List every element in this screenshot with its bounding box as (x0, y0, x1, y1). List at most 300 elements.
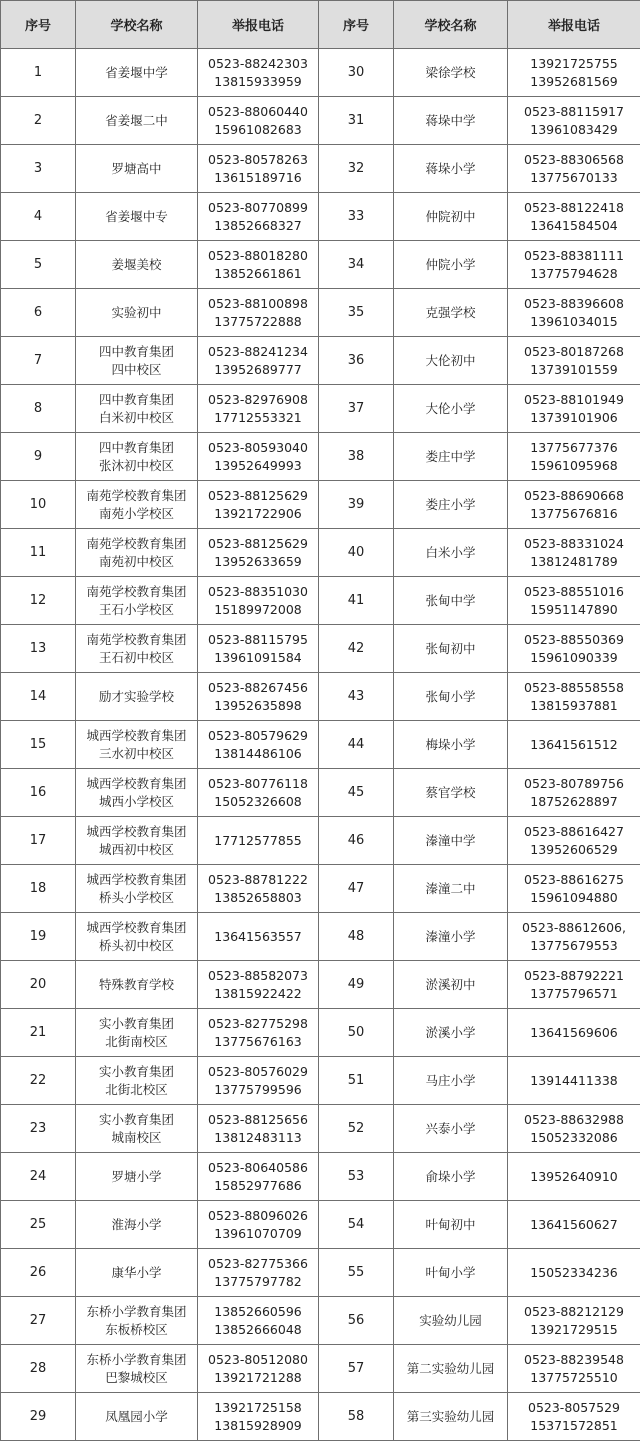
school-name-right (394, 529, 508, 577)
phone-number: 13852660596 (198, 1303, 318, 1321)
row-number-left: 6 (1, 289, 76, 337)
school-name-left (76, 49, 198, 97)
row-number-left: 27 (1, 1297, 76, 1345)
phone-number: 13641563557 (198, 928, 318, 946)
phone-number: 0523-88306568 (508, 151, 640, 169)
school-name-line: 省姜堰中学 (76, 64, 197, 82)
phone-number: 0523-80593040 (198, 439, 318, 457)
table-row (1, 1345, 640, 1393)
phone-number: 0523-88096026 (198, 1207, 318, 1225)
report-phone-left (198, 529, 319, 577)
phone-number: 0523-88632988 (508, 1111, 640, 1129)
phone-number: 13914411338 (508, 1072, 640, 1090)
school-name-left (76, 241, 198, 289)
phone-number: 13952689777 (198, 361, 318, 379)
school-name-line: 蒋垛中学 (394, 112, 507, 130)
row-number-right: 35 (319, 289, 394, 337)
school-name-right (394, 289, 508, 337)
phone-number: 0523-88551016 (508, 583, 640, 601)
school-name-left (76, 289, 198, 337)
school-name-line: 凤凰园小学 (76, 1408, 197, 1426)
school-name-left (76, 97, 198, 145)
table-row (1, 913, 640, 961)
school-name-line: 实小教育集团 (76, 1111, 197, 1129)
phone-number: 0523-88212129 (508, 1303, 640, 1321)
school-name-line: 仲院小学 (394, 256, 507, 274)
report-phone-left (198, 97, 319, 145)
table-row (1, 433, 640, 481)
phone-number: 13812483113 (198, 1129, 318, 1147)
school-name-right (394, 1201, 508, 1249)
school-name-right (394, 577, 508, 625)
phone-number: 15052332086 (508, 1129, 640, 1147)
report-phone-right (508, 1345, 640, 1393)
row-number-right: 52 (319, 1105, 394, 1153)
school-name-left (76, 1105, 198, 1153)
header-school-left: 学校名称 (76, 1, 198, 49)
phone-number: 0523-80576029 (198, 1063, 318, 1081)
school-name-line: 省姜堰中专 (76, 208, 197, 226)
report-phone-right (508, 433, 640, 481)
school-name-left (76, 1057, 198, 1105)
school-name-line: 蔡官学校 (394, 784, 507, 802)
school-name-right (394, 241, 508, 289)
report-phone-right (508, 1393, 640, 1441)
school-name-line: 张甸中学 (394, 592, 507, 610)
row-number-left: 14 (1, 673, 76, 721)
row-number-right: 37 (319, 385, 394, 433)
school-name-left (76, 721, 198, 769)
report-phone-right (508, 1057, 640, 1105)
report-phone-right (508, 673, 640, 721)
table-row (1, 1249, 640, 1297)
school-name-left (76, 385, 198, 433)
school-name-line: 姜堰美校 (76, 256, 197, 274)
school-name-left (76, 769, 198, 817)
school-name-line: 四中教育集团 (76, 343, 197, 361)
school-name-line: 兴泰小学 (394, 1120, 507, 1138)
phone-number: 13952681569 (508, 73, 640, 91)
school-name-right (394, 673, 508, 721)
phone-number: 0523-88351030 (198, 583, 318, 601)
row-number-left: 7 (1, 337, 76, 385)
report-phone-right (508, 961, 640, 1009)
report-phone-right (508, 337, 640, 385)
row-number-left: 15 (1, 721, 76, 769)
phone-number: 0523-88558558 (508, 679, 640, 697)
school-name-line: 东桥小学教育集团 (76, 1351, 197, 1369)
header-no-left: 序号 (1, 1, 76, 49)
school-name-line: 王石初中校区 (76, 649, 197, 667)
row-number-left: 9 (1, 433, 76, 481)
row-number-right: 54 (319, 1201, 394, 1249)
table-row (1, 721, 640, 769)
row-number-left: 25 (1, 1201, 76, 1249)
school-name-line: 梅垛小学 (394, 736, 507, 754)
school-name-left (76, 673, 198, 721)
school-name-right (394, 49, 508, 97)
phone-number: 15052326608 (198, 793, 318, 811)
phone-number: 15961094880 (508, 889, 640, 907)
phone-number: 13852658803 (198, 889, 318, 907)
school-name-line: 桥头初中校区 (76, 937, 197, 955)
phone-number: 13921725755 (508, 55, 640, 73)
phone-number: 13641584504 (508, 217, 640, 235)
header-phone-left: 举报电话 (198, 1, 319, 49)
phone-number: 13775797782 (198, 1273, 318, 1291)
phone-number: 13952606529 (508, 841, 640, 859)
row-number-right: 34 (319, 241, 394, 289)
table-body (1, 49, 640, 1441)
row-number-right: 51 (319, 1057, 394, 1105)
header-school-right: 学校名称 (394, 1, 508, 49)
phone-number: 13852666048 (198, 1321, 318, 1339)
report-phone-right (508, 1201, 640, 1249)
phone-number: 13852661861 (198, 265, 318, 283)
school-name-right (394, 721, 508, 769)
school-name-right (394, 1009, 508, 1057)
report-phone-left (198, 1345, 319, 1393)
phone-number: 13961083429 (508, 121, 640, 139)
school-name-right (394, 97, 508, 145)
row-number-left: 28 (1, 1345, 76, 1393)
report-phone-right (508, 721, 640, 769)
school-name-left (76, 337, 198, 385)
phone-number: 13961070709 (198, 1225, 318, 1243)
phone-number: 13952633659 (198, 553, 318, 571)
school-name-line: 南苑小学校区 (76, 505, 197, 523)
phone-number: 0523-88792221 (508, 967, 640, 985)
table-row (1, 1201, 640, 1249)
school-name-line: 四中校区 (76, 361, 197, 379)
phone-number: 13815933959 (198, 73, 318, 91)
school-name-right (394, 1345, 508, 1393)
phone-number: 0523-82976908 (198, 391, 318, 409)
table-row (1, 145, 640, 193)
school-name-left (76, 193, 198, 241)
row-number-left: 1 (1, 49, 76, 97)
school-name-line: 第二实验幼儿园 (394, 1360, 507, 1378)
phone-number: 15961090339 (508, 649, 640, 667)
phone-number: 0523-88115795 (198, 631, 318, 649)
phone-number: 0523-88612606, (508, 919, 640, 937)
school-name-line: 白米小学 (394, 544, 507, 562)
row-number-left: 22 (1, 1057, 76, 1105)
report-phone-left (198, 769, 319, 817)
phone-number: 13952635898 (198, 697, 318, 715)
school-name-line: 东桥小学教育集团 (76, 1303, 197, 1321)
header-phone-right: 举报电话 (508, 1, 640, 49)
phone-number: 0523-88582073 (198, 967, 318, 985)
school-name-right (394, 433, 508, 481)
school-name-left (76, 481, 198, 529)
school-name-line: 克强学校 (394, 304, 507, 322)
table-row (1, 193, 640, 241)
phone-number: 0523-88115917 (508, 103, 640, 121)
report-phone-right (508, 817, 640, 865)
report-phone-left (198, 865, 319, 913)
report-phone-left (198, 673, 319, 721)
school-name-line: 康华小学 (76, 1264, 197, 1282)
row-number-left: 23 (1, 1105, 76, 1153)
report-phone-left (198, 385, 319, 433)
row-number-left: 21 (1, 1009, 76, 1057)
report-phone-left (198, 721, 319, 769)
row-number-right: 45 (319, 769, 394, 817)
table-row (1, 529, 640, 577)
phone-number: 0523-82775366 (198, 1255, 318, 1273)
row-number-left: 19 (1, 913, 76, 961)
header-no-right: 序号 (319, 1, 394, 49)
phone-number: 13775670133 (508, 169, 640, 187)
school-name-line: 罗塘小学 (76, 1168, 197, 1186)
phone-number: 0523-80640586 (198, 1159, 318, 1177)
report-phone-right (508, 193, 640, 241)
phone-number: 0523-88616275 (508, 871, 640, 889)
table-row (1, 577, 640, 625)
school-name-line: 娄庄中学 (394, 448, 507, 466)
school-name-line: 娄庄小学 (394, 496, 507, 514)
school-name-left (76, 817, 198, 865)
table-row (1, 961, 640, 1009)
phone-number: 0523-8057529 (508, 1399, 640, 1417)
phone-number: 0523-80579629 (198, 727, 318, 745)
school-name-left (76, 577, 198, 625)
phone-number: 0523-88100898 (198, 295, 318, 313)
school-name-right (394, 481, 508, 529)
school-name-line: 实小教育集团 (76, 1015, 197, 1033)
row-number-right: 36 (319, 337, 394, 385)
school-name-line: 罗塘高中 (76, 160, 197, 178)
row-number-left: 5 (1, 241, 76, 289)
phone-number: 0523-80789756 (508, 775, 640, 793)
row-number-left: 8 (1, 385, 76, 433)
phone-number: 0523-82775298 (198, 1015, 318, 1033)
phone-number: 13814486106 (198, 745, 318, 763)
school-name-left (76, 1297, 198, 1345)
table-row (1, 865, 640, 913)
phone-number: 15052334236 (508, 1264, 640, 1282)
school-name-left (76, 145, 198, 193)
school-name-right (394, 1393, 508, 1441)
report-phone-right (508, 625, 640, 673)
school-name-right (394, 913, 508, 961)
school-name-line: 南苑学校教育集团 (76, 631, 197, 649)
phone-number: 13961034015 (508, 313, 640, 331)
school-name-line: 梁徐学校 (394, 64, 507, 82)
school-name-left (76, 1153, 198, 1201)
report-phone-left (198, 193, 319, 241)
report-phone-right (508, 1297, 640, 1345)
report-phone-left (198, 481, 319, 529)
school-name-line: 城西学校教育集团 (76, 871, 197, 889)
phone-number: 0523-88690668 (508, 487, 640, 505)
table-row (1, 385, 640, 433)
row-number-right: 32 (319, 145, 394, 193)
table-row (1, 1105, 640, 1153)
phone-number: 0523-88331024 (508, 535, 640, 553)
school-name-line: 张甸小学 (394, 688, 507, 706)
row-number-right: 49 (319, 961, 394, 1009)
phone-number: 0523-88122418 (508, 199, 640, 217)
report-phone-right (508, 49, 640, 97)
phone-number: 13641561512 (508, 736, 640, 754)
school-name-line: 北街北校区 (76, 1081, 197, 1099)
row-number-right: 55 (319, 1249, 394, 1297)
school-name-right (394, 385, 508, 433)
report-phone-right (508, 241, 640, 289)
school-name-line: 城西学校教育集团 (76, 919, 197, 937)
school-name-line: 大伦初中 (394, 352, 507, 370)
school-name-line: 城西学校教育集团 (76, 727, 197, 745)
school-name-right (394, 1153, 508, 1201)
report-phone-right (508, 97, 640, 145)
row-number-left: 17 (1, 817, 76, 865)
school-name-right (394, 961, 508, 1009)
school-name-line: 城西学校教育集团 (76, 775, 197, 793)
phone-number: 13921729515 (508, 1321, 640, 1339)
row-number-right: 31 (319, 97, 394, 145)
phone-number: 13812481789 (508, 553, 640, 571)
table-row (1, 673, 640, 721)
report-phone-right (508, 769, 640, 817)
report-phone-left (198, 1297, 319, 1345)
phone-number: 13775799596 (198, 1081, 318, 1099)
school-name-line: 白米初中校区 (76, 409, 197, 427)
school-name-line: 溱潼小学 (394, 928, 507, 946)
row-number-left: 16 (1, 769, 76, 817)
row-number-right: 48 (319, 913, 394, 961)
report-phone-left (198, 1201, 319, 1249)
row-number-left: 12 (1, 577, 76, 625)
phone-number: 0523-88125629 (198, 487, 318, 505)
school-name-left (76, 961, 198, 1009)
phone-number: 0523-80512080 (198, 1351, 318, 1369)
report-phone-left (198, 817, 319, 865)
table-row (1, 817, 640, 865)
report-phone-left (198, 1009, 319, 1057)
report-phone-right (508, 1105, 640, 1153)
phone-number: 15961095968 (508, 457, 640, 475)
row-number-left: 11 (1, 529, 76, 577)
school-name-line: 张甸初中 (394, 640, 507, 658)
school-name-line: 省姜堰二中 (76, 112, 197, 130)
phone-number: 13775677376 (508, 439, 640, 457)
school-name-line: 东板桥校区 (76, 1321, 197, 1339)
phone-number: 13775796571 (508, 985, 640, 1003)
phone-number: 0523-88239548 (508, 1351, 640, 1369)
phone-number: 13775725510 (508, 1369, 640, 1387)
table-row (1, 97, 640, 145)
phone-number: 0523-88381111 (508, 247, 640, 265)
row-number-right: 40 (319, 529, 394, 577)
school-name-line: 城西学校教育集团 (76, 823, 197, 841)
phone-number: 13852668327 (198, 217, 318, 235)
table-row (1, 769, 640, 817)
report-phone-right (508, 145, 640, 193)
school-name-line: 淮海小学 (76, 1216, 197, 1234)
table-row (1, 337, 640, 385)
report-phone-right (508, 1153, 640, 1201)
report-phone-left (198, 337, 319, 385)
school-name-line: 仲院初中 (394, 208, 507, 226)
school-name-left (76, 913, 198, 961)
school-name-right (394, 1249, 508, 1297)
row-number-right: 56 (319, 1297, 394, 1345)
phone-number: 13775679553 (508, 937, 640, 955)
table-row (1, 289, 640, 337)
row-number-left: 18 (1, 865, 76, 913)
report-phone-left (198, 433, 319, 481)
report-phone-left (198, 289, 319, 337)
school-name-left (76, 433, 198, 481)
row-number-right: 58 (319, 1393, 394, 1441)
phone-number: 13921721288 (198, 1369, 318, 1387)
phone-number: 13961091584 (198, 649, 318, 667)
report-phone-right (508, 577, 640, 625)
row-number-left: 4 (1, 193, 76, 241)
school-name-line: 叶甸小学 (394, 1264, 507, 1282)
school-name-line: 淤溪小学 (394, 1024, 507, 1042)
phone-number: 15961082683 (198, 121, 318, 139)
school-name-line: 南苑初中校区 (76, 553, 197, 571)
phone-number: 0523-88616427 (508, 823, 640, 841)
phone-number: 0523-88125629 (198, 535, 318, 553)
row-number-left: 3 (1, 145, 76, 193)
school-name-right (394, 865, 508, 913)
table-row (1, 481, 640, 529)
report-phone-left (198, 1249, 319, 1297)
phone-number: 0523-88781222 (198, 871, 318, 889)
row-number-right: 53 (319, 1153, 394, 1201)
phone-number: 13739101906 (508, 409, 640, 427)
phone-number: 13952640910 (508, 1168, 640, 1186)
school-name-line: 淤溪初中 (394, 976, 507, 994)
school-name-line: 王石小学校区 (76, 601, 197, 619)
school-name-right (394, 193, 508, 241)
row-number-left: 26 (1, 1249, 76, 1297)
report-phone-right (508, 289, 640, 337)
phone-number: 0523-88242303 (198, 55, 318, 73)
phone-number: 18752628897 (508, 793, 640, 811)
school-name-line: 南苑学校教育集团 (76, 535, 197, 553)
phone-number: 13815922422 (198, 985, 318, 1003)
school-name-line: 桥头小学校区 (76, 889, 197, 907)
school-name-right (394, 1105, 508, 1153)
phone-number: 13815928909 (198, 1417, 318, 1435)
report-phone-left (198, 1153, 319, 1201)
school-name-left (76, 1009, 198, 1057)
report-phone-left (198, 1105, 319, 1153)
school-name-right (394, 1297, 508, 1345)
school-name-line: 大伦小学 (394, 400, 507, 418)
school-name-line: 城西初中校区 (76, 841, 197, 859)
school-name-right (394, 625, 508, 673)
report-phone-left (198, 913, 319, 961)
school-name-line: 张沐初中校区 (76, 457, 197, 475)
school-name-line: 实验初中 (76, 304, 197, 322)
school-name-right (394, 337, 508, 385)
school-name-left (76, 625, 198, 673)
school-name-left (76, 529, 198, 577)
report-phone-left (198, 961, 319, 1009)
row-number-right: 42 (319, 625, 394, 673)
row-number-left: 13 (1, 625, 76, 673)
school-name-line: 四中教育集团 (76, 439, 197, 457)
school-name-line: 巴黎城校区 (76, 1369, 197, 1387)
phone-number: 0523-88125656 (198, 1111, 318, 1129)
phone-number: 13775676816 (508, 505, 640, 523)
